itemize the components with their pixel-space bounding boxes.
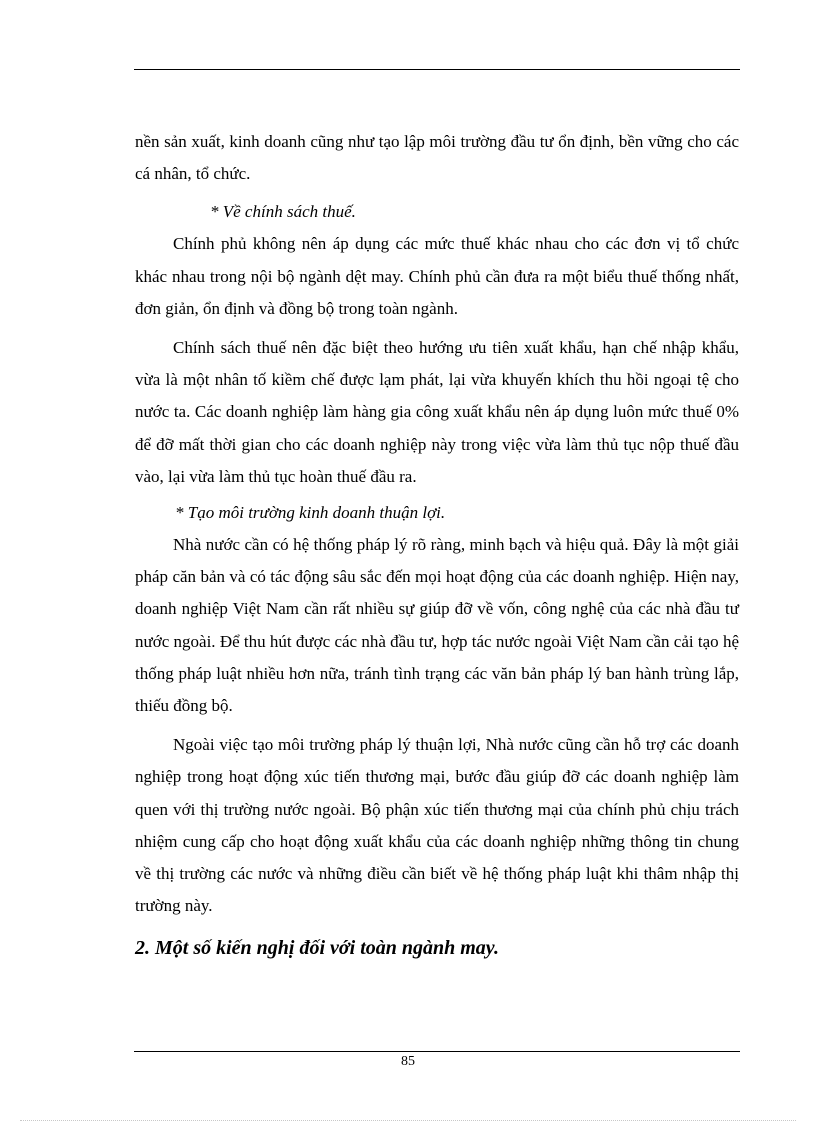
page-number: 85	[401, 1054, 415, 1069]
footer-rule	[134, 1051, 740, 1052]
page-body	[135, 126, 739, 964]
body-paragraph: Ngoài việc tạo môi trường pháp lý thuận lợi, Nhà nước cũng cần hỗ trợ các doanh nghiệp trong hoạt động xúc tiến thương mại, bước đầu giúp đỡ các doanh nghiệp làm quen với thị trường nước ngoài. Bộ phận xúc tiến thương mại của chính phủ chịu trách nhiệm cung cấp cho hoạt động xuất khẩu của các doanh nghiệp những thông tin chung về thị trường các nước và những điều cần biết về hệ thống pháp luật khi thâm nhập thị trường này.	[135, 735, 739, 916]
body-paragraph: Chính phủ không nên áp dụng các mức thuế khác nhau cho các đơn vị tổ chức khác nhau trong nội bộ ngành dệt may. Chính phủ cần đưa ra một biểu thuế thống nhất, đơn giản, ổn định và đồng bộ trong toàn ngành.	[135, 234, 739, 318]
body-paragraph: nền sản xuất, kinh doanh cũng như tạo lập môi trường đầu tư ổn định, bền vững cho các cá nhân, tổ chức.	[135, 132, 739, 184]
body-paragraph: Nhà nước cần có hệ thống pháp lý rõ ràng, minh bạch và hiệu quả. Đây là một giải pháp căn bản và có tác động sâu sắc đến mọi hoạt động của các doanh nghiệp. Hiện nay, doanh nghiệp Việt Nam cần rất nhiều sự giúp đỡ về vốn, công nghệ của các nhà đầu tư nước ngoài. Để thu hút được các nhà đầu tư, hợp tác nước ngoài Việt Nam cần cải tạo hệ thống pháp luật nhiều hơn nữa, tránh tình trạng các văn bản pháp lý ban hành trùng lắp, thiếu đồng bộ.	[135, 535, 739, 716]
body-paragraph: Chính sách thuế nên đặc biệt theo hướng ưu tiên xuất khẩu, hạn chế nhập khẩu, vừa là một nhân tố kiềm chế được lạm phát, lại vừa khuyến khích thu hồi ngoại tệ cho nước ta. Các doanh nghiệp làm hàng gia công xuất khẩu nên áp dụng luôn mức thuế 0% để đỡ mất thời gian cho các doanh nghiệp này trong việc vừa làm thủ tục nộp thuế đầu vào, lại vừa làm thủ tục hoàn thuế đầu ra.	[135, 338, 739, 486]
section-title: 2. Một số kiến nghị đối với toàn ngành may.	[135, 937, 499, 960]
subheading-business-environment: * Tạo môi trường kinh doanh thuận lợi.	[175, 503, 446, 523]
subheading-tax-policy: * Về chính sách thuế.	[210, 202, 356, 222]
header-rule	[134, 69, 740, 70]
page-edge-dotted-line	[20, 1120, 796, 1121]
